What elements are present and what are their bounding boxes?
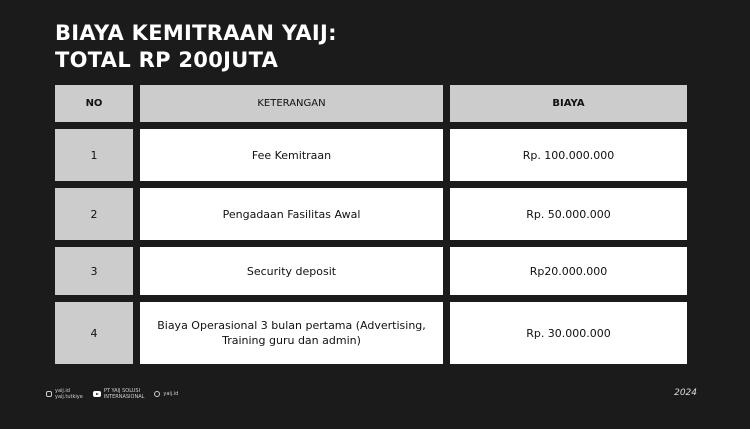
table-row [55, 188, 687, 240]
row-keterangan: Security deposit [140, 247, 443, 295]
cost-table [55, 85, 687, 371]
row-biaya: Rp20.000.000 [450, 247, 687, 295]
header-biaya: BIAYA [450, 85, 687, 122]
row-no: 1 [55, 129, 133, 181]
row-biaya: Rp. 50.000.000 [450, 188, 687, 240]
row-no: 4 [55, 302, 133, 364]
row-keterangan: Biaya Operasional 3 bulan pertama (Advertising, Training guru dan admin) [140, 302, 443, 364]
website-text: yaij.id [163, 391, 179, 397]
year-label: 2024 [674, 388, 697, 398]
youtube-icon [93, 391, 101, 397]
footer-instagram[interactable] [46, 388, 83, 400]
row-no: 3 [55, 247, 133, 295]
footer-youtube[interactable] [93, 388, 145, 400]
header-no: NO [55, 85, 133, 122]
row-biaya: Rp. 30.000.000 [450, 302, 687, 364]
title-line-1: BIAYA KEMITRAAN YAIJ: [55, 21, 337, 45]
row-keterangan: Pengadaan Fasilitas Awal [140, 188, 443, 240]
footer-social [46, 388, 178, 400]
youtube-line-1: PT YAIJ SOLUSI [103, 388, 141, 394]
table-row [55, 302, 687, 364]
table-header-row [55, 85, 687, 122]
instagram-icon [46, 391, 52, 397]
globe-icon [154, 391, 160, 397]
youtube-line-2: INTERNASIONAL [103, 394, 145, 400]
row-no: 2 [55, 188, 133, 240]
footer-website[interactable] [154, 391, 178, 397]
page-title [55, 20, 337, 74]
header-keterangan: KETERANGAN [140, 85, 443, 122]
instagram-handle-1: yaij.id [55, 388, 70, 394]
row-keterangan: Fee Kemitraan [140, 129, 443, 181]
table-row [55, 247, 687, 295]
table-row [55, 129, 687, 181]
row-biaya: Rp. 100.000.000 [450, 129, 687, 181]
instagram-handle-2: yaij.tutkiye [55, 394, 83, 400]
title-line-2: TOTAL RP 200JUTA [55, 48, 279, 72]
